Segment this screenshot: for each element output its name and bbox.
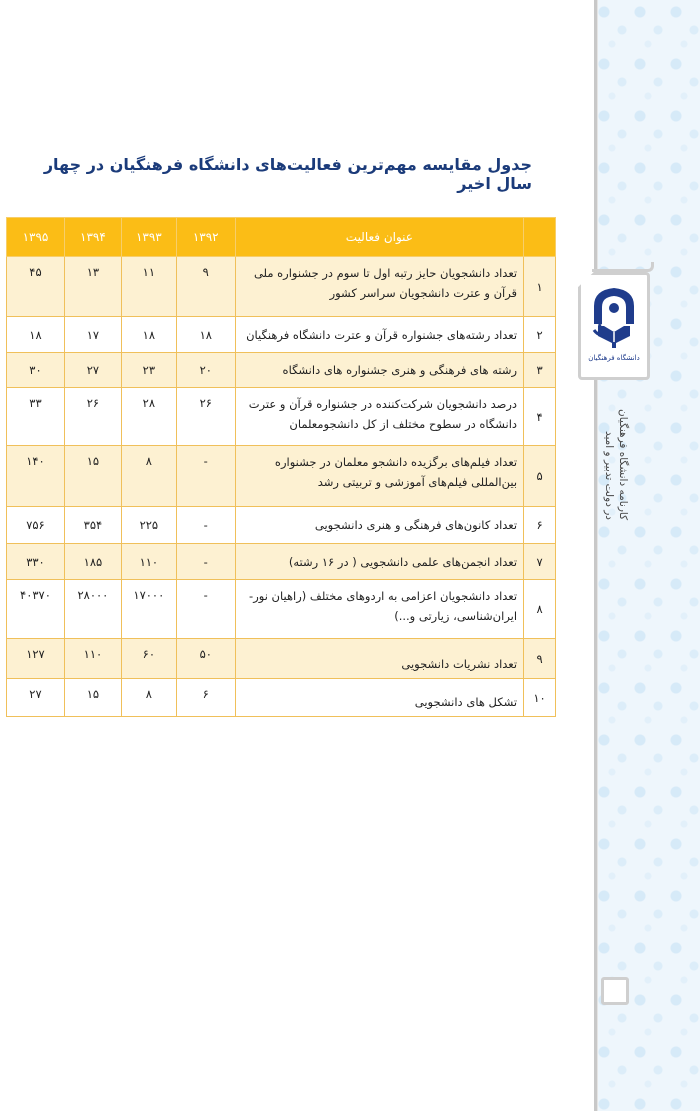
row-index: ۵ bbox=[524, 446, 556, 507]
university-logo-icon bbox=[586, 284, 642, 366]
value-1393: ۸ bbox=[121, 446, 176, 507]
vertical-caption-line1: کارنامه دانشگاه فرهنگیان bbox=[617, 408, 629, 520]
value-1394: ۱۵ bbox=[64, 446, 121, 507]
value-1395: ۳۰ bbox=[7, 353, 65, 388]
row-index: ۷ bbox=[524, 544, 556, 580]
value-1395: ۱۲۷ bbox=[7, 639, 65, 679]
page-title: جدول مقایسه مهم‌ترین فعالیت‌های دانشگاه فرهنگیان در چهار سال اخیر bbox=[43, 155, 532, 193]
table-row bbox=[7, 317, 556, 353]
value-1395: ۱۴۰ bbox=[7, 446, 65, 507]
value-1393: ۱۱ bbox=[121, 257, 176, 317]
table-row bbox=[7, 544, 556, 580]
value-1393: ۱۸ bbox=[121, 317, 176, 353]
value-1392: ۶ bbox=[176, 679, 235, 717]
value-1394: ۱۵ bbox=[64, 679, 121, 717]
row-activity: رشته های فرهنگی و هنری جشنواره های دانشگاه bbox=[235, 353, 523, 388]
row-index: ۸ bbox=[524, 580, 556, 639]
row-index: ۳ bbox=[524, 353, 556, 388]
row-activity: تعداد کانون‌های فرهنگی و هنری دانشجویی bbox=[235, 507, 523, 544]
value-1392: ۹ bbox=[176, 257, 235, 317]
row-index: ۱۰ bbox=[524, 679, 556, 717]
value-1393: ۱۷۰۰۰ bbox=[121, 580, 176, 639]
row-activity: درصد دانشجویان شرکت‌کننده در جشنواره قرآن و عترت دانشگاه در سطوح مختلف از کل دانشجومعلمان bbox=[235, 388, 523, 446]
value-1393: ۸ bbox=[121, 679, 176, 717]
value-1392: - bbox=[176, 580, 235, 639]
value-1393: ۲۸ bbox=[121, 388, 176, 446]
table-row bbox=[7, 679, 556, 717]
value-1394: ۲۶ bbox=[64, 388, 121, 446]
row-activity: تعداد دانشجویان حایز رتبه اول تا سوم در جشنواره ملی قرآن و عترت دانشجویان سراسر کشور bbox=[235, 257, 523, 317]
header-1393: ۱۳۹۳ bbox=[121, 218, 176, 257]
page-tab-marker bbox=[601, 977, 629, 1005]
value-1392: ۲۶ bbox=[176, 388, 235, 446]
value-1394: ۱۸۵ bbox=[64, 544, 121, 580]
row-activity: تعداد دانشجویان اعزامی به اردوهای مختلف (راهیان نور- ایران‌شناسی، زیارتی و...) bbox=[235, 580, 523, 639]
value-1392: - bbox=[176, 446, 235, 507]
table-row bbox=[7, 388, 556, 446]
row-index: ۱ bbox=[524, 257, 556, 317]
table-row bbox=[7, 580, 556, 639]
row-index: ۶ bbox=[524, 507, 556, 544]
value-1395: ۳۳ bbox=[7, 388, 65, 446]
table-row bbox=[7, 353, 556, 388]
logo-caption: دانشگاه فرهنگیان bbox=[588, 354, 640, 362]
value-1393: ۲۳ bbox=[121, 353, 176, 388]
value-1395: ۲۷ bbox=[7, 679, 65, 717]
vertical-caption bbox=[598, 380, 630, 520]
value-1393: ۶۰ bbox=[121, 639, 176, 679]
value-1394: ۲۸۰۰۰ bbox=[64, 580, 121, 639]
table-header-row bbox=[7, 218, 556, 257]
row-activity: تعداد رشته‌های جشنواره قرآن و عترت دانشگاه فرهنگیان bbox=[235, 317, 523, 353]
value-1392: - bbox=[176, 507, 235, 544]
value-1395: ۷۵۶ bbox=[7, 507, 65, 544]
row-activity: تعداد فیلم‌های برگزیده دانشجو معلمان در جشنواره بین‌المللی فیلم‌های آموزشی و تربیتی رشد bbox=[235, 446, 523, 507]
header-1392: ۱۳۹۲ bbox=[176, 218, 235, 257]
table-row bbox=[7, 257, 556, 317]
table-row bbox=[7, 639, 556, 679]
header-activity: عنوان فعالیت bbox=[235, 218, 523, 257]
header-1395: ۱۳۹۵ bbox=[7, 218, 65, 257]
table-row bbox=[7, 446, 556, 507]
value-1395: ۱۸ bbox=[7, 317, 65, 353]
panel-border bbox=[594, 0, 598, 1111]
value-1395: ۴۵ bbox=[7, 257, 65, 317]
row-activity: تشکل های دانشجویی bbox=[235, 679, 523, 717]
value-1394: ۲۷ bbox=[64, 353, 121, 388]
header-1394: ۱۳۹۴ bbox=[64, 218, 121, 257]
value-1393: ۱۱۰ bbox=[121, 544, 176, 580]
decorative-floral-panel bbox=[594, 0, 700, 1111]
row-index: ۴ bbox=[524, 388, 556, 446]
value-1392: ۲۰ bbox=[176, 353, 235, 388]
value-1392: ۱۸ bbox=[176, 317, 235, 353]
value-1393: ۲۲۵ bbox=[121, 507, 176, 544]
value-1394: ۳۵۴ bbox=[64, 507, 121, 544]
header-index bbox=[524, 218, 556, 257]
value-1392: - bbox=[176, 544, 235, 580]
row-index: ۹ bbox=[524, 639, 556, 679]
row-index: ۲ bbox=[524, 317, 556, 353]
value-1395: ۳۳۰ bbox=[7, 544, 65, 580]
row-activity: تعداد نشریات دانشجویی bbox=[235, 639, 523, 679]
value-1392: ۵۰ bbox=[176, 639, 235, 679]
vertical-caption-line2: در دولت تدبیر و امید bbox=[603, 431, 615, 520]
activities-comparison-table bbox=[6, 217, 556, 717]
panel-tab-frame bbox=[592, 262, 654, 272]
value-1395: ۴۰۳۷۰ bbox=[7, 580, 65, 639]
value-1394: ۱۷ bbox=[64, 317, 121, 353]
row-activity: تعداد انجمن‌های علمی دانشجویی ( در ۱۶ رشته) bbox=[235, 544, 523, 580]
value-1394: ۱۳ bbox=[64, 257, 121, 317]
table-row bbox=[7, 507, 556, 544]
value-1394: ۱۱۰ bbox=[64, 639, 121, 679]
